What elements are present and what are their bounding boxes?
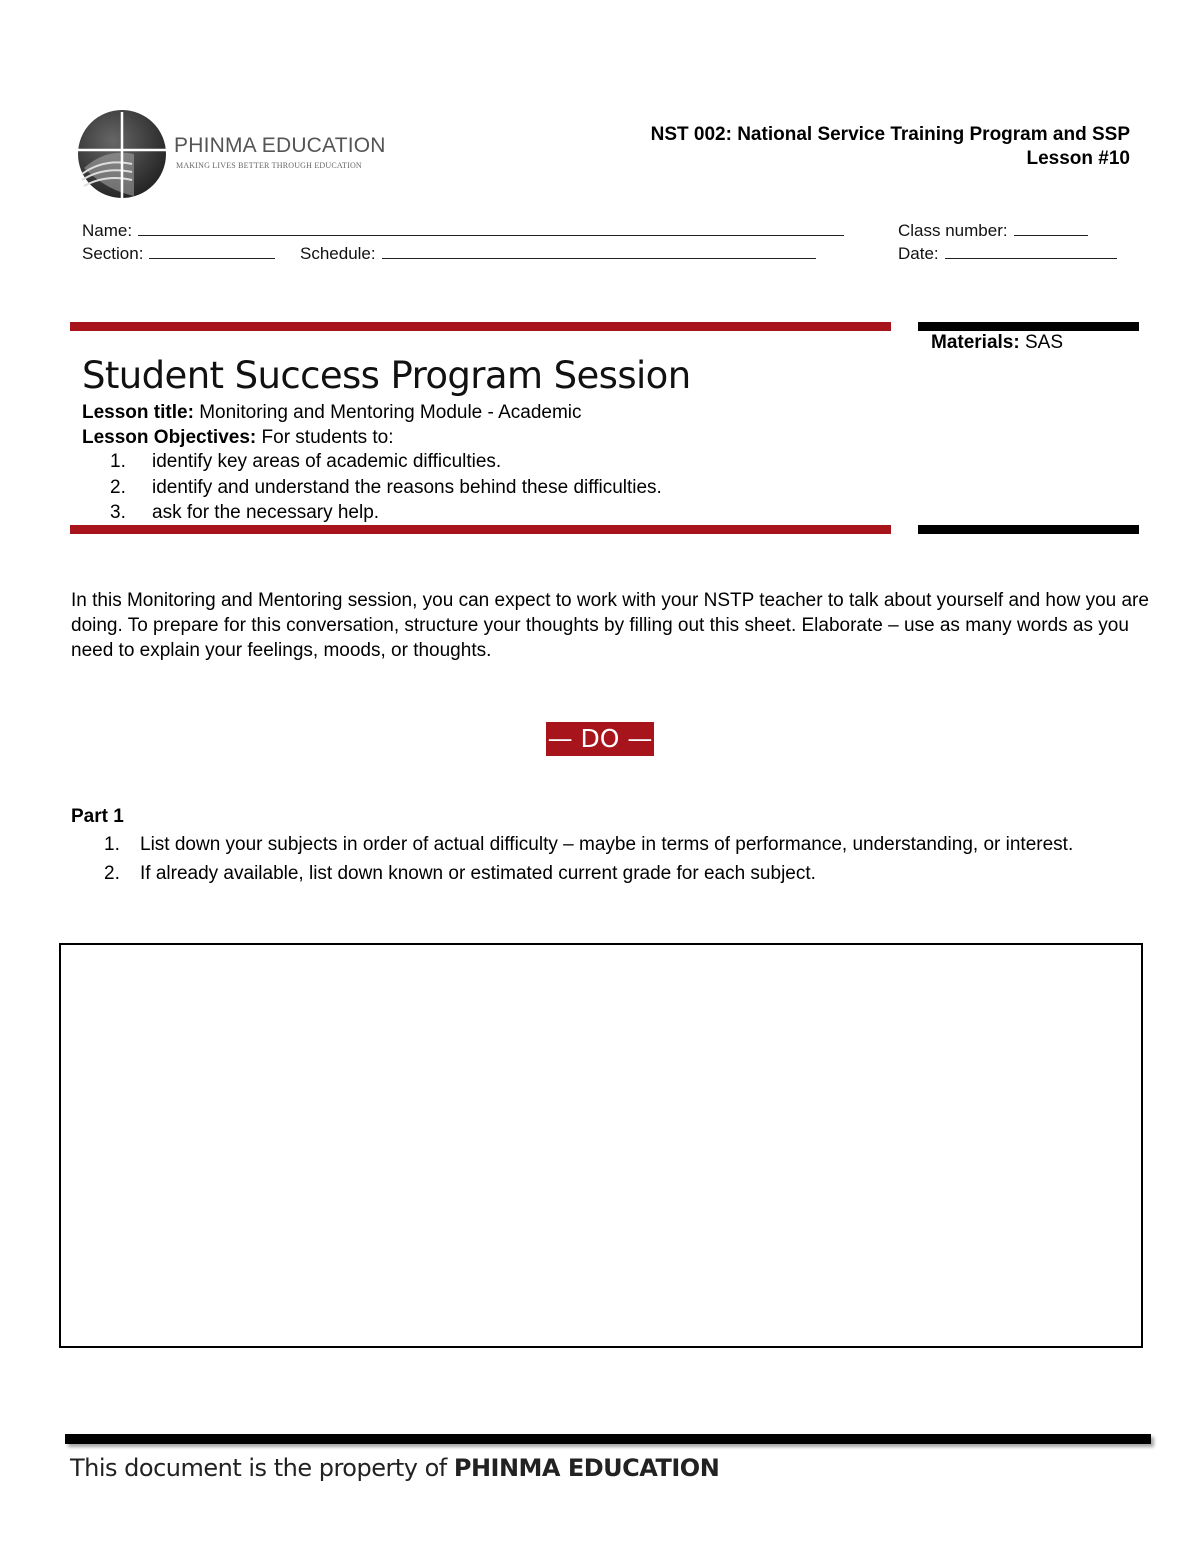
lesson-objectives-intro: For students to: — [261, 427, 394, 448]
lesson-number: Lesson #10 — [1026, 148, 1130, 169]
lesson-title-value: Monitoring and Mentoring Module - Academic — [199, 402, 582, 423]
lesson-objectives-label: Lesson Objectives: — [82, 427, 257, 448]
list-text: identify key areas of academic difficulties. — [152, 451, 502, 472]
class-number-blank[interactable] — [1014, 221, 1088, 236]
session-title: Student Success Program Session — [82, 354, 691, 397]
schedule-label: Schedule: — [300, 244, 376, 263]
materials-value: SAS — [1024, 332, 1064, 353]
phinma-globe-icon — [76, 108, 168, 200]
section-label: Section: — [82, 244, 144, 263]
do-section-badge: — DO — — [546, 722, 654, 756]
list-item — [110, 502, 662, 528]
list-text: List down your subjects in order of actual difficulty – maybe in terms of performance, understanding, or interest. — [140, 834, 1074, 855]
intro-paragraph: In this Monitoring and Mentoring session, you can expect to work with your NSTP teacher to talk about yourself and how you are doing. To prepare for this conversation, structure your thoughts by filling out this sheet. Elaborate – use as many words as you need to explain your feelings, moods, or thoughts. — [71, 590, 1149, 661]
phinma-logo — [76, 108, 386, 200]
section-blank[interactable] — [149, 244, 275, 259]
part1-instructions — [104, 830, 1134, 888]
class-number-label: Class number: — [898, 221, 1008, 240]
section-field[interactable] — [82, 244, 275, 264]
lesson-top-divider — [70, 322, 891, 331]
date-blank[interactable] — [945, 244, 1117, 259]
materials-bottom-divider — [918, 525, 1139, 534]
logo-tagline: MAKING LIVES BETTER THROUGH EDUCATION — [176, 161, 362, 170]
list-item — [104, 830, 1134, 859]
footer-divider — [65, 1434, 1151, 1444]
schedule-field[interactable] — [300, 244, 816, 264]
course-header — [651, 123, 1130, 171]
materials-top-divider — [918, 322, 1139, 331]
name-label: Name: — [82, 221, 133, 240]
date-label: Date: — [898, 244, 939, 263]
lesson-title-line — [82, 402, 582, 424]
materials-label: Materials: — [931, 332, 1020, 353]
lesson-objectives-line — [82, 427, 394, 449]
list-text: identify and understand the reasons behind these difficulties. — [152, 476, 662, 498]
list-item — [110, 451, 662, 477]
list-text: ask for the necessary help. — [152, 502, 380, 523]
lesson-title-label: Lesson title: — [82, 402, 194, 423]
course-title: NST 002: National Service Training Program and SSP — [650, 124, 1130, 145]
name-field[interactable] — [82, 221, 844, 241]
list-text: If already available, list down known or estimated current grade for each subject. — [140, 863, 816, 884]
objectives-list — [110, 451, 662, 528]
date-field[interactable] — [898, 244, 1117, 264]
list-number: 3. — [110, 502, 126, 523]
list-number: 1. — [110, 451, 126, 472]
logo-wordmark: PHINMA EDUCATION — [174, 134, 386, 157]
list-item — [110, 477, 662, 503]
list-number: 2. — [110, 476, 126, 498]
materials-line — [931, 332, 1063, 354]
class-number-field[interactable] — [898, 221, 1088, 241]
part1-answer-box[interactable] — [59, 943, 1143, 1348]
list-item — [104, 859, 1134, 888]
name-blank[interactable] — [138, 221, 844, 236]
list-number: 2. — [104, 863, 120, 884]
footer-text: This document is the property of — [70, 1454, 447, 1482]
part1-title: Part 1 — [71, 806, 124, 827]
list-number: 1. — [104, 834, 120, 855]
footer-notice — [70, 1454, 719, 1482]
footer-owner: PHINMA EDUCATION — [453, 1454, 720, 1482]
schedule-blank[interactable] — [382, 244, 816, 259]
